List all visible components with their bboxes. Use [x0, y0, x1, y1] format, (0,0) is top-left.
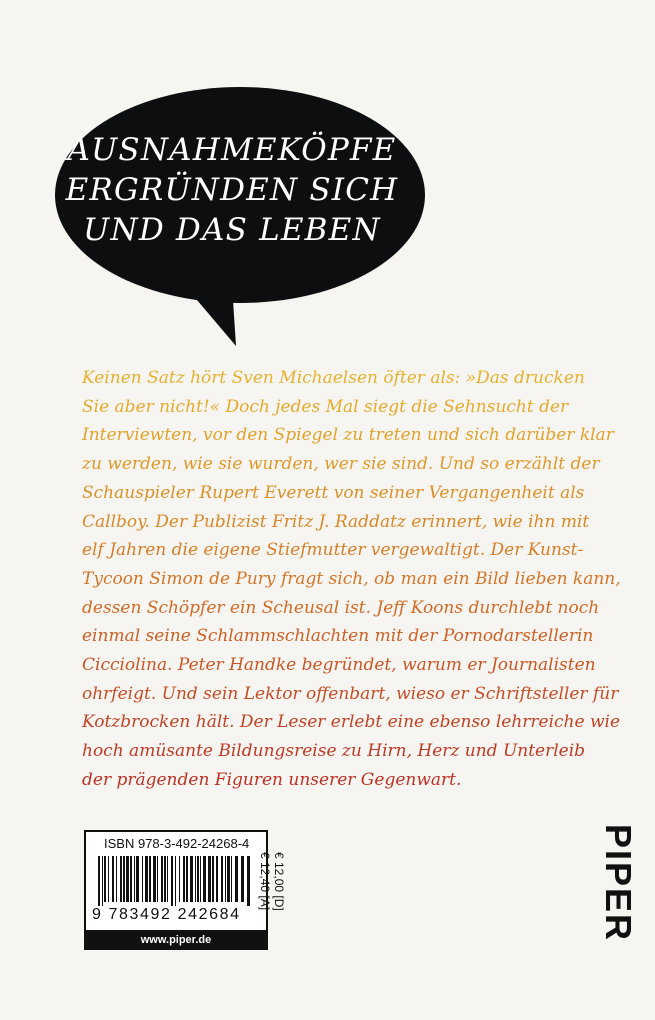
barcode-bar	[203, 856, 206, 902]
blurb-line: ohrfeigt. Und sein Lektor offenbart, wieso er Schriftsteller für	[82, 683, 619, 704]
publisher-url: www.piper.de	[84, 930, 268, 950]
barcode-bar	[227, 856, 230, 902]
barcode-bar	[153, 856, 156, 902]
barcode-bar	[149, 856, 151, 902]
barcode-bar	[145, 856, 148, 902]
blurb-line: Cicciolina. Peter Handke begründet, warum er Journalisten	[82, 655, 596, 676]
blurb-line: einmal seine Schlammschlachten mit der Pornodarstellerin	[82, 626, 594, 647]
barcode-bar	[123, 856, 125, 902]
barcode-bar	[134, 856, 135, 902]
barcode-bar	[142, 856, 143, 902]
publisher-logo: PIPER	[598, 824, 639, 943]
barcode-bar	[136, 856, 139, 902]
isbn-label: ISBN 978-3-492-24268-4	[104, 836, 250, 851]
barcode-bar	[157, 856, 158, 902]
barcode-bar	[164, 856, 166, 902]
headline-line-3: UND DAS LEBEN	[83, 212, 381, 248]
blurb-line: Schauspieler Rupert Everett von seiner Vergangenheit als	[82, 482, 585, 503]
blurb-line: Sie aber nicht!« Doch jedes Mal siegt die Sehnsucht der	[82, 396, 569, 417]
barcode-bar	[126, 856, 129, 902]
barcode-bar	[120, 856, 122, 902]
price-austria: € 12,40 [A]	[258, 852, 272, 911]
barcode-bar	[108, 856, 109, 902]
barcode-bar	[183, 856, 185, 902]
barcode-bar	[175, 856, 176, 906]
barcode-image	[96, 856, 256, 906]
barcode-bar	[200, 856, 201, 902]
barcode-bar	[221, 856, 223, 902]
blurb-line: Keinen Satz hört Sven Michaelsen öfter als: »Das drucken	[82, 368, 585, 388]
barcode-bar	[112, 856, 114, 902]
barcode-bar	[195, 856, 196, 902]
barcode-bar	[179, 856, 180, 902]
blurb-line: Tycoon Simon de Pury fragt sich, ob man ein Bild lieben kann,	[82, 568, 621, 589]
barcode-bar	[197, 856, 199, 902]
blurb-line: hoch amüsante Bildungsreise zu Hirn, Herz und Unterleib	[82, 741, 586, 762]
blurb-line: Kotzbrocken hält. Der Leser erlebt eine ebenso lehrreiche wie	[82, 712, 620, 733]
headline-line-2: ERGRÜNDEN SICH	[65, 172, 399, 208]
blurb-line: zu werden, wie sie wurden, wer sie sind. Und so erzählt der	[82, 454, 600, 475]
barcode-bar	[98, 856, 100, 906]
barcode-bar	[216, 856, 218, 902]
blurb-line: Callboy. Der Publizist Fritz J. Raddatz erinnert, wie ihn mit	[82, 511, 590, 532]
blurb-line: dessen Schöpfer ein Scheusal ist. Jeff Koons durchlebt noch	[82, 597, 600, 618]
barcode-bar	[235, 856, 238, 902]
blurb-text	[82, 364, 621, 795]
blurb-line: der prägenden Figuren unserer Gegenwart.	[82, 769, 462, 790]
barcode-bar	[161, 856, 163, 902]
barcode-bar	[116, 856, 117, 902]
barcode-bar	[231, 856, 232, 902]
barcode-bar	[167, 856, 168, 902]
barcode-digits: 9 783492 242684	[92, 906, 241, 923]
blurb-line: Interviewten, vor den Spiegel zu treten und sich darüber klar	[82, 425, 614, 446]
barcode-bar	[247, 856, 250, 906]
barcode-bar	[104, 856, 106, 902]
barcode-bar	[190, 856, 193, 902]
barcode-bar	[186, 856, 188, 902]
blurb-line: elf Jahren die eigene Stiefmutter vergewaltigt. Der Kunst-	[82, 540, 584, 561]
headline-line-1: AUSNAHMEKÖPFE	[67, 132, 397, 168]
barcode-bar	[225, 856, 226, 902]
barcode-bar	[212, 856, 214, 902]
barcode-bar	[102, 856, 103, 906]
barcode-bar	[208, 856, 211, 902]
barcode-bar	[130, 856, 132, 902]
price-germany: € 12,00 [D]	[272, 852, 286, 911]
barcode-bar	[241, 856, 244, 902]
barcode-bar	[171, 856, 173, 906]
